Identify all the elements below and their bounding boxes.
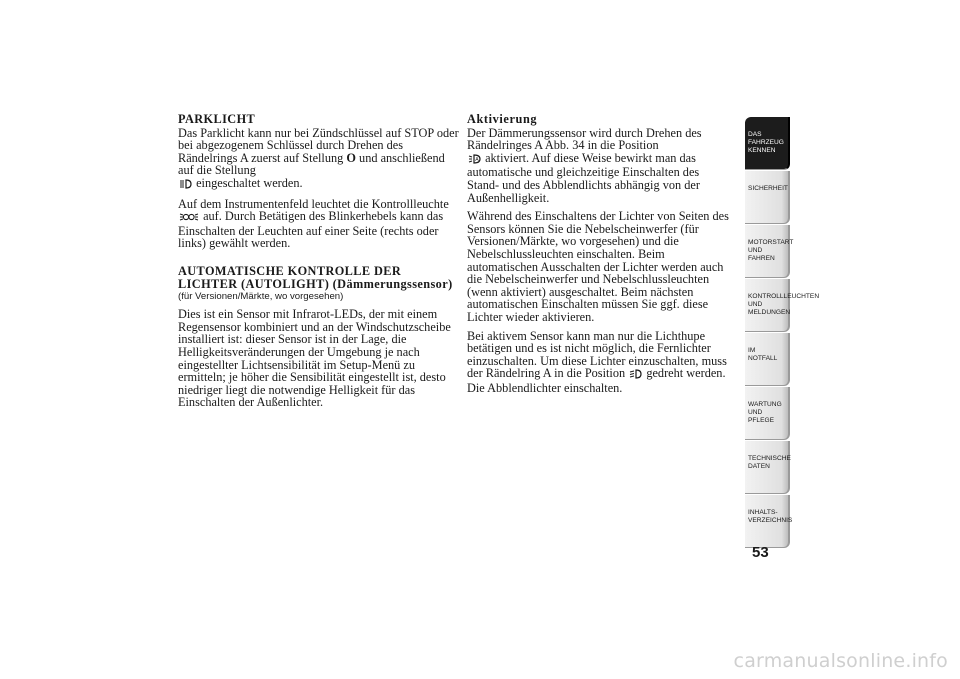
headlamp-parking-icon [179, 179, 192, 192]
watermark: carmanualsonline.info [733, 650, 948, 672]
low-beam-icon [629, 369, 642, 382]
akt-text-1a: Der Dämmerungssensor wird durch Drehen des Rändelringes A Abb. [467, 125, 702, 153]
akt-text-1b: in die Position [587, 138, 659, 153]
aktivierung-paragraph-2: Während des Einschaltens der Lichter von Seiten des Sensors können Sie die Nebelscheinwerfer (für Versionen/Märkte, wo vorgesehen) und die Nebelschlussleuchten einschalten. Beim automatischen Ausschalten der Lichter werden auch die Nebelscheinwerfer und Nebelschlussleuchten (wenn aktiviert) ausgeschaltet. Beim nächsten automatischen Einschalten müssen Sie ggf. diese Lichter wieder aktivieren. [467, 209, 729, 324]
aktivierung-heading: Aktivierung [467, 112, 538, 126]
parklicht-text-1a: Das Parklicht kann nur bei Zündschlüssel auf STOP oder bei abgezogenem Schlüssel durch Drehen des Rändelrings A zuerst auf Stellung [178, 125, 459, 165]
autolight-subheading: (für Versionen/Märkte, wo vorgesehen) [178, 291, 344, 303]
tab-im-notfall[interactable]: IM NOTFALL [745, 333, 790, 386]
autolight-heading: AUTOMATISCHE KONTROLLE DER LICHTER (AUTOLIGHT) (Dämmerungssensor) [178, 263, 453, 291]
akt-text-3b: gedreht werden. Die Abblendlichter einschalten. [467, 366, 726, 395]
parklicht-text-1b: und anschließend auf die Stellung [178, 150, 445, 178]
left-column [178, 113, 463, 415]
akt-text-3a: Bei aktivem Sensor kann man nur die Lichthupe betätigen und es ist nicht möglich, die Fernlichter einzuschalten. Um diese Lichter einzuschalten, muss der Rändelring A in die Position [467, 328, 727, 381]
chapter-sidebar [745, 117, 820, 549]
figure-reference: 34 [572, 138, 585, 153]
autolight-paragraph: Dies ist ein Sensor mit Infrarot-LEDs, der mit einem Regensensor kombiniert und an der Windschutzscheibe installiert ist: dieser Sensor ist in der Lage, die Helligkeitsveränderungen der Umgebung je nach eingestellter Lichtsensibilität im Setup-Menü zu ermitteln; je höher die Sensibilität eingestellt ist, desto niedriger liegt die notwendige Helligkeit für das Einschalten der Außenlichter. [178, 307, 451, 410]
position-o-label: O [346, 150, 356, 165]
tab-motorstart-und-fahren[interactable]: MOTORSTART UND FAHREN [745, 225, 790, 278]
aktivierung-paragraph-3 [467, 330, 732, 395]
tab-kontrollleuchten[interactable]: KONTROLLLEUCHTEN UND MELDUNGEN [745, 279, 790, 332]
right-column [467, 113, 732, 400]
svg-text:A: A [475, 156, 479, 163]
akt-text-1c: aktiviert. Auf diese Weise bewirkt man das automatische und gleichzeitige Einschalten des Stand- und des Abblendlichts abhängig von der Außenhelligkeit. [467, 150, 700, 205]
tab-wartung-und-pflege[interactable]: WARTUNG UND PFLEGE [745, 387, 790, 440]
parklicht-paragraph-2 [178, 198, 463, 250]
tab-technische-daten[interactable]: TECHNISCHE DATEN [745, 441, 790, 494]
tab-das-fahrzeug-kennen[interactable]: DAS FAHRZEUG KENNEN [745, 117, 790, 170]
parklicht-text-2a: Auf dem Instrumentenfeld leuchtet die Kontrollleuchte [178, 196, 449, 211]
parklicht-heading: PARKLICHT [178, 112, 256, 126]
parklicht-paragraph-1 [178, 127, 463, 192]
parklicht-text-2b: auf. Durch Betätigen des Blinkerhebels kann das Einschalten der Leuchten auf einer Seite (rechts oder links) gewählt werden. [178, 209, 444, 251]
aktivierung-paragraph-1 [467, 127, 732, 205]
tab-inhaltsverzeichnis[interactable]: INHALTS-VERZEICHNIS [745, 495, 790, 548]
page-number: 53 [752, 544, 769, 561]
parklicht-text-1c: eingeschaltet werden. [196, 175, 303, 190]
tab-sicherheit[interactable]: SICHERHEIT [745, 171, 790, 224]
